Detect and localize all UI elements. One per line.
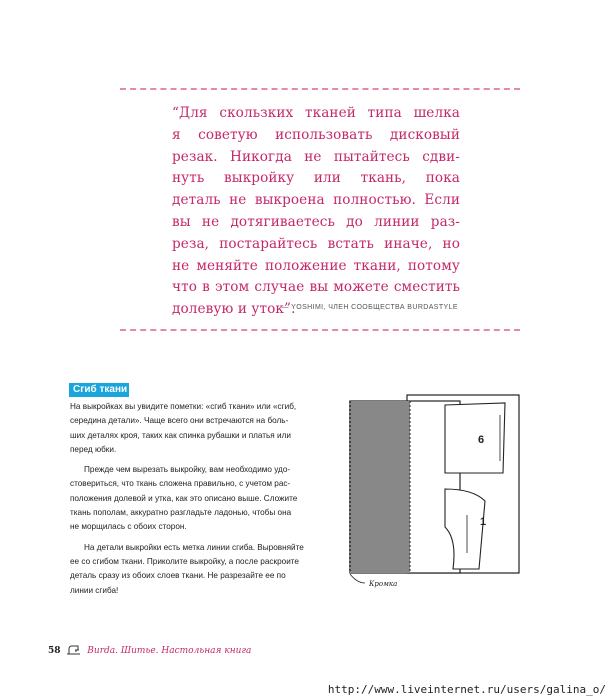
caption-leader [350,574,365,583]
quote-line: резак. Никогда не пытайтесь сдви- [172,148,460,165]
pull-quote [172,103,460,321]
text-line: На детали выкройки есть метка линии сгиба. Выровняйте [84,542,304,552]
quote-line: вы не дотягиваетесь до линии раз- [172,213,460,230]
quote-attribution: — YOSHIMI, ЧЛЕН СООБЩЕСТВА BURDASTYLE [281,304,458,311]
piece-label: 1 [480,516,487,528]
text-line: ее со сгибом ткани. Приколите выкройку, а после раскроите [70,556,299,566]
quote-line: не меняйте положение ткани, потому [172,257,460,274]
sewing-machine-icon [66,644,81,655]
text-line: Прежде чем вырезать выкройку, вам необходимо удо- [84,465,291,475]
text-line: ших деталях кроя, таких как спинка рубашки и платья или [70,430,291,440]
divider-bottom [120,329,520,331]
paragraph [70,463,310,534]
divider-top [120,88,520,90]
quote-line: что в этом случае вы можете сместить [172,279,460,296]
pattern-piece-6 [445,403,505,473]
text-line: стовериться, что ткань сложена правильно, с учетом рас- [70,479,291,489]
fold-band [350,401,410,573]
quote-line: реза, постарайтесь встать иначе, но [172,235,460,252]
text-line: перед юбки. [70,444,117,454]
paragraph [70,541,310,598]
quote-line: я советую использовать дисковый [172,126,460,143]
paragraph [70,400,310,457]
text-line: ткань пополам, аккуратно разгладьте ладонью, чтобы она [70,508,292,518]
piece-label: 6 [478,434,485,446]
quote-line: нуть выкройку или ткань, пока [172,170,460,187]
text-line: середина детали». Чаще всего они встречаются на боль- [70,416,289,426]
page-footer [48,644,251,656]
page-number: 58 [48,646,61,656]
text-line: линии сгиба! [70,585,119,595]
book-title: Burda. Шитье. Настольная книга [87,646,252,656]
quote-line: деталь не выкроена полностью. Если [172,192,460,209]
selvage-caption: Кромка [369,580,398,588]
fold-diagram [345,393,525,593]
text-line: не морщилась с обоих сторон. [70,522,187,532]
text-line: положения долевой и утка, как это описано выше. Сложите [70,493,298,503]
section-body [70,400,310,598]
watermark-url: http://www.liveinternet.ru/users/galina_o/ [327,683,606,696]
text-line: деталь сразу из обоих слоев ткани. Не разрезайте ее по [70,571,286,581]
text-line: На выкройках вы увидите пометки: «сгиб ткани» или «сгиб, [70,402,297,411]
quote-line: “Для скользких тканей типа шелка [172,105,460,121]
quote-line: долевую и уток”. [172,301,296,318]
section-title: Сгиб ткани [69,383,129,397]
